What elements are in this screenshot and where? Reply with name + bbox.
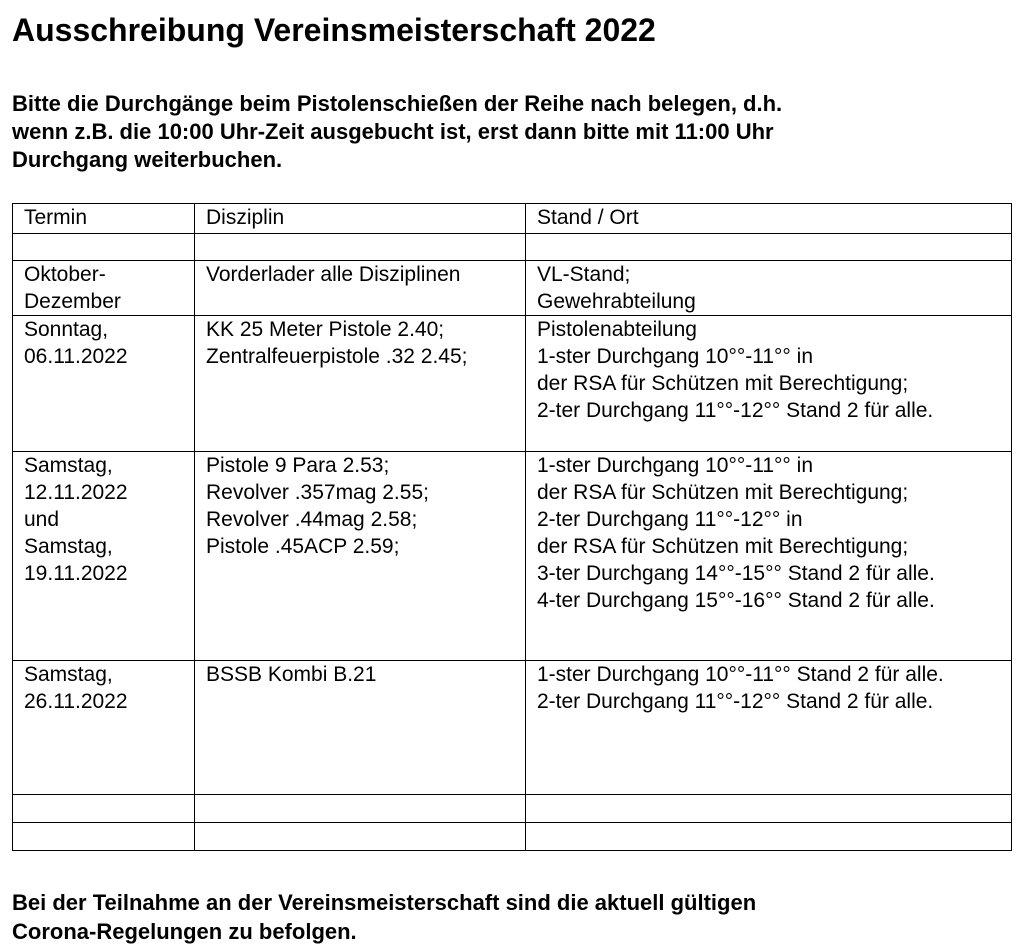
cell-disziplin — [195, 452, 526, 661]
cell-disziplin — [195, 795, 526, 823]
cell-termin — [13, 452, 195, 661]
header-termin: Termin — [13, 204, 195, 234]
cell-line: Sonntag, — [24, 318, 109, 341]
cell-line: Revolver .44mag 2.58; — [206, 508, 418, 531]
cell-disziplin — [195, 234, 526, 261]
footer-line: Corona-Regelungen zu befolgen. — [12, 919, 357, 944]
cell-line: und — [24, 508, 60, 531]
cell-line: 2-ter Durchgang 11°°-12°° Stand 2 für alle. — [537, 690, 934, 713]
cell-line: der RSA für Schützen mit Berechtigung; — [537, 535, 909, 558]
cell-line: Gewehrabteilung — [537, 290, 696, 313]
table-row — [13, 795, 1012, 823]
cell-termin — [13, 234, 195, 261]
cell-line: Samstag, — [24, 454, 113, 477]
footer-note — [12, 888, 1012, 946]
cell-line: VL-Stand; — [537, 263, 631, 286]
cell-disziplin — [195, 316, 526, 452]
cell-line: Samstag, — [24, 663, 113, 686]
cell-line: Pistolenabteilung — [537, 318, 697, 341]
cell-line: Samstag, — [24, 535, 113, 558]
table-row — [13, 316, 1012, 452]
cell-line: 12.11.2022 — [24, 481, 128, 504]
cell-termin — [13, 661, 195, 795]
cell-stand-ort — [526, 795, 1012, 823]
cell-stand-ort — [526, 661, 1012, 795]
page-title: Ausschreibung Vereinsmeisterschaft 2022 — [12, 12, 656, 48]
cell-line: der RSA für Schützen mit Berechtigung; — [537, 481, 909, 504]
cell-line: 1-ster Durchgang 10°°-11°° in — [537, 454, 814, 477]
table-row — [13, 234, 1012, 261]
cell-line: 3-ter Durchgang 14°°-15°° Stand 2 für alle. — [537, 562, 935, 585]
cell-line: 06.11.2022 — [24, 345, 128, 368]
cell-disziplin — [195, 661, 526, 795]
cell-line: Oktober- — [24, 263, 106, 286]
cell-line: KK 25 Meter Pistole 2.40; — [206, 318, 445, 341]
cell-line: Dezember — [24, 290, 121, 313]
schedule-table — [12, 203, 1012, 851]
cell-line: 4-ter Durchgang 15°°-16°° Stand 2 für alle. — [537, 589, 935, 612]
header-stand-ort: Stand / Ort — [526, 204, 1012, 234]
cell-stand-ort — [526, 261, 1012, 316]
cell-line: Zentralfeuerpistole .32 2.45; — [206, 345, 468, 368]
cell-termin — [13, 823, 195, 851]
cell-termin — [13, 316, 195, 452]
cell-line: 1-ster Durchgang 10°°-11°° in — [537, 345, 814, 368]
intro-line: Bitte die Durchgänge beim Pistolenschießen der Reihe nach belegen, d.h. — [12, 91, 783, 116]
cell-line: BSSB Kombi B.21 — [206, 663, 377, 686]
cell-disziplin — [195, 261, 526, 316]
cell-stand-ort — [526, 234, 1012, 261]
cell-termin — [13, 795, 195, 823]
cell-line: 1-ster Durchgang 10°°-11°° Stand 2 für alle. — [537, 663, 944, 686]
cell-line: Pistole .45ACP 2.59; — [206, 535, 400, 558]
table-row — [13, 823, 1012, 851]
cell-line: Pistole 9 Para 2.53; — [206, 454, 390, 477]
cell-line: 26.11.2022 — [24, 690, 128, 713]
table-header-row — [13, 204, 1012, 234]
cell-line: Revolver .357mag 2.55; — [206, 481, 429, 504]
cell-disziplin — [195, 823, 526, 851]
header-disziplin: Disziplin — [195, 204, 526, 234]
table-row — [13, 452, 1012, 661]
cell-line: Vorderlader alle Disziplinen — [206, 263, 461, 286]
table-row — [13, 661, 1012, 795]
cell-stand-ort — [526, 316, 1012, 452]
footer-line: Bei der Teilnahme an der Vereinsmeisterschaft sind die aktuell gültigen — [12, 890, 757, 915]
cell-line: 2-ter Durchgang 11°°-12°° in — [537, 508, 803, 531]
cell-line: der RSA für Schützen mit Berechtigung; — [537, 372, 909, 395]
cell-line: 19.11.2022 — [24, 562, 128, 585]
cell-termin — [13, 261, 195, 316]
intro-line: wenn z.B. die 10:00 Uhr-Zeit ausgebucht ist, erst dann bitte mit 11:00 Uhr — [12, 119, 774, 144]
intro-paragraph — [12, 90, 1012, 174]
cell-line: 2-ter Durchgang 11°°-12°° Stand 2 für alle. — [537, 399, 934, 422]
cell-stand-ort — [526, 452, 1012, 661]
table-row — [13, 261, 1012, 316]
intro-line: Durchgang weiterbuchen. — [12, 147, 283, 172]
cell-stand-ort — [526, 823, 1012, 851]
